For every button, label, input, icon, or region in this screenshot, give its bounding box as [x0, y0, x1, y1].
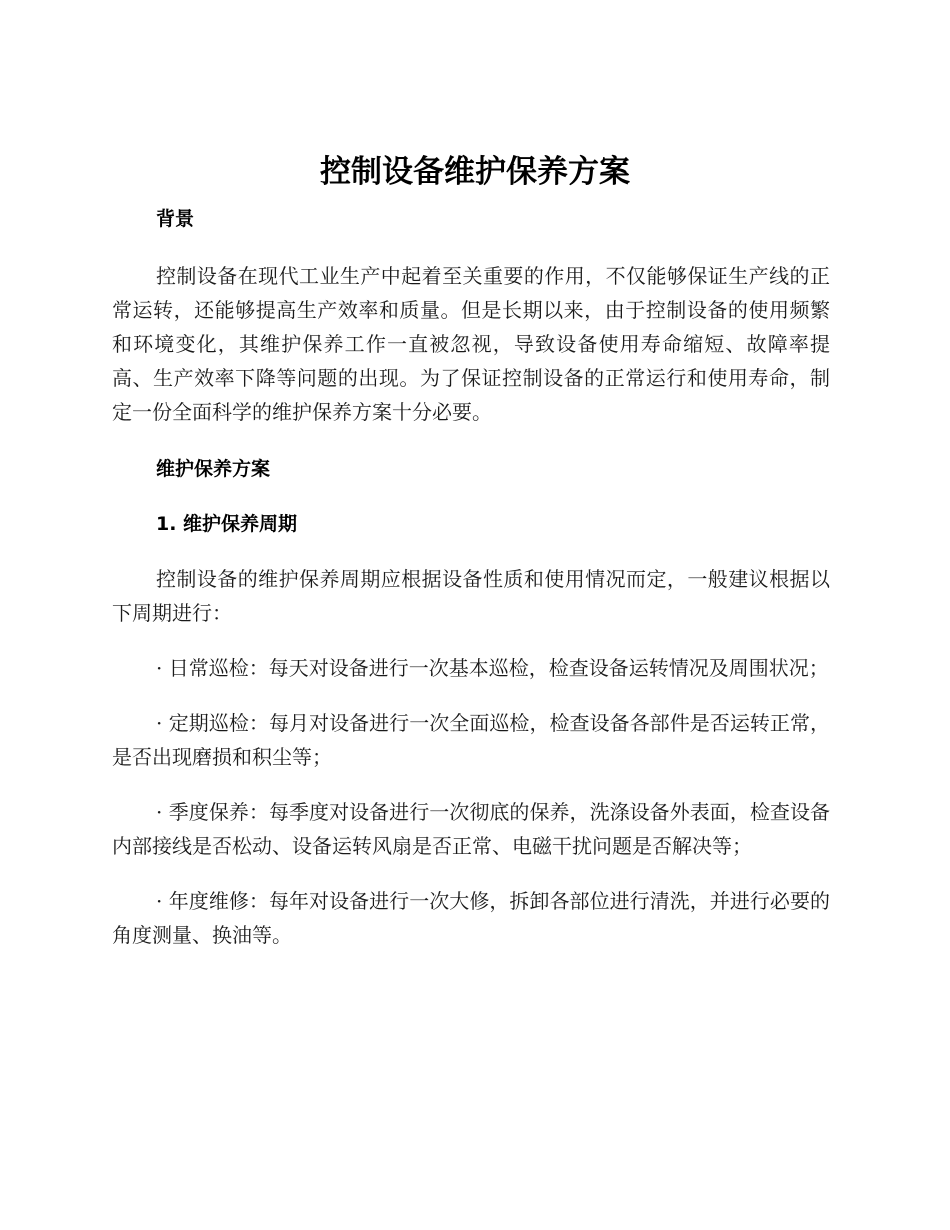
bullet-quarterly-maintenance: · 季度保养：每季度对设备进行一次彻底的保养，洗涤设备外表面，检查设备内部接线是否松动、设备运转风扇是否正常、电磁干扰问题是否解决等；	[112, 800, 830, 858]
bullet-annual-repair: · 年度维修：每年对设备进行一次大修，拆卸各部位进行清洗，并进行必要的角度测量、换油等。	[112, 889, 830, 947]
cycle-intro-paragraph: 控制设备的维护保养周期应根据设备性质和使用情况而定，一般建议根据以下周期进行：	[112, 567, 830, 625]
document-body	[112, 202, 830, 952]
bullet-daily-inspection: · 日常巡检：每天对设备进行一次基本巡检，检查设备运转情况及周围状况；	[156, 656, 829, 680]
bullet-periodic-inspection: · 定期巡检：每月对设备进行一次全面巡检，检查设备各部件是否运转正常，是否出现磨损和积尘等；	[112, 711, 830, 769]
background-heading: 背景	[156, 208, 195, 230]
plan-heading: 维护保养方案	[156, 458, 271, 480]
cycle-heading: 1. 维护保养周期	[156, 513, 298, 535]
document-title: 控制设备维护保养方案	[320, 154, 630, 190]
background-paragraph: 控制设备在现代工业生产中起着至关重要的作用，不仅能够保证生产线的正常运转，还能够提高生产效率和质量。但是长期以来，由于控制设备的使用频繁和环境变化，其维护保养工作一直被忽视，导致设备使用寿命缩短、故障率提高、生产效率下降等问题的出现。为了保证控制设备的正常运行和使用寿命，制定一份全面科学的维护保养方案十分必要。	[112, 264, 830, 424]
